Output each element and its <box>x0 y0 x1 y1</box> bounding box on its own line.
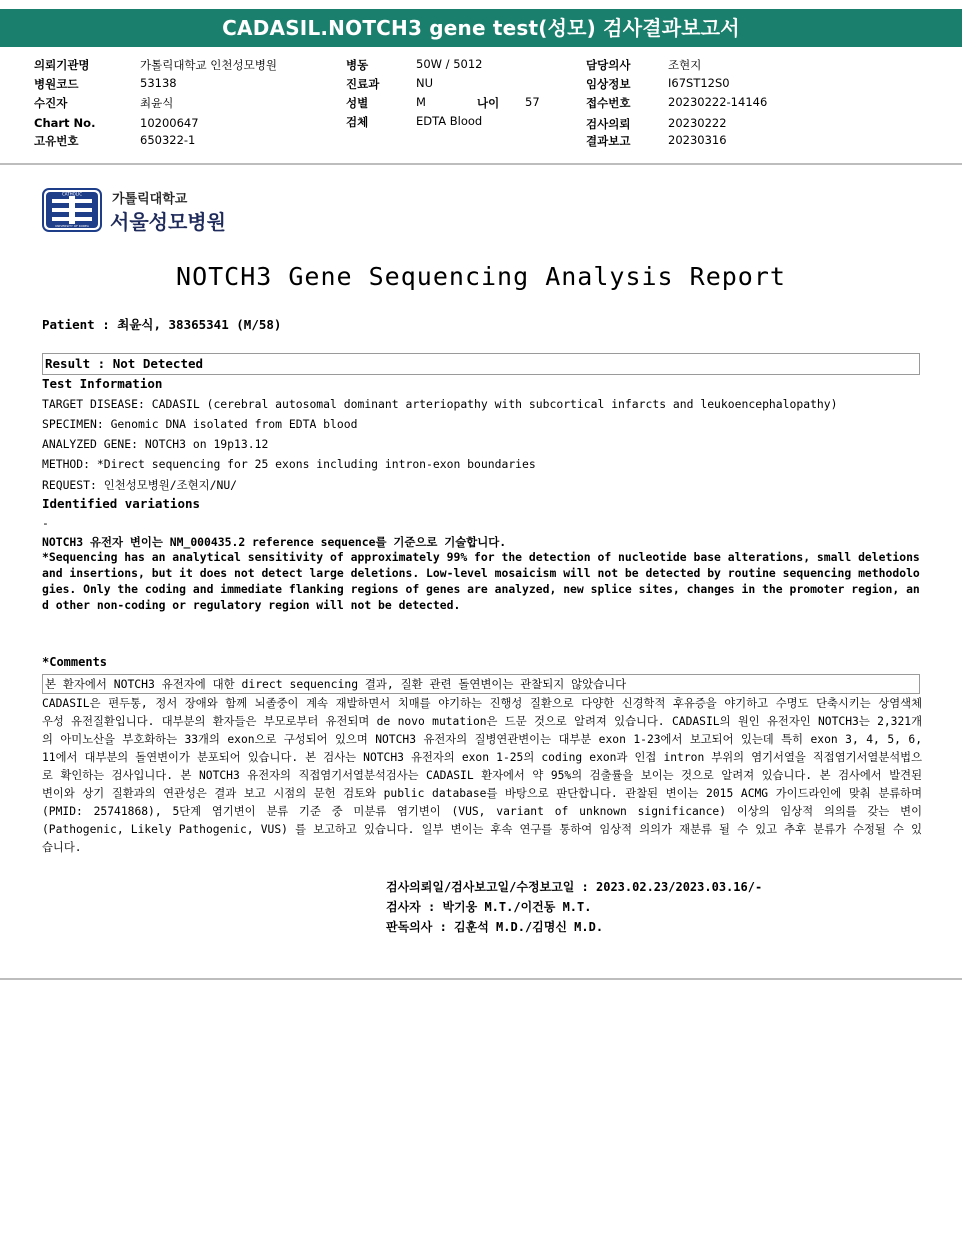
request-line: REQUEST: 인천성모병원/조현지/NU/ <box>42 478 238 492</box>
dates-line: 검사의뢰일/검사보고일/수정보고일 : 2023.02.23/2023.03.16/- <box>386 880 763 894</box>
patient-info-panel <box>0 55 962 155</box>
value-patient-name: 최윤식 <box>140 96 174 110</box>
emblem-text: CATHOLIC <box>61 191 83 197</box>
value-sex: M <box>416 95 426 109</box>
hospital-logo <box>40 186 240 236</box>
value-request-date: 20230222 <box>668 116 727 130</box>
identified-variations-heading: Identified variations <box>42 496 201 511</box>
result-box <box>42 353 920 375</box>
label-ward: 병동 <box>346 58 369 72</box>
label-physician: 담당의사 <box>586 58 631 72</box>
label-age: 나이 <box>477 96 500 110</box>
value-hospital-code: 53138 <box>140 76 177 90</box>
value-requesting-institution: 가톨릭대학교 인천성모병원 <box>140 58 277 72</box>
value-department: NU <box>416 76 434 90</box>
hospital-emblem-icon <box>42 188 102 232</box>
comments-heading: *Comments <box>42 655 108 669</box>
reader-line: 판독의사 : 김훈석 M.D./김명신 M.D. <box>386 920 604 934</box>
label-hospital-code: 병원코드 <box>34 77 79 91</box>
comments-summary-box <box>42 674 920 694</box>
label-accession-no: 접수번호 <box>586 96 631 110</box>
footer-divider <box>0 978 962 980</box>
sensitivity-note: *Sequencing has an analytical sensitivity of approximately 99% for the detection of nucleotide base alterations, small deletions and insertions, but it does not detect large deletions. Low-level mosaicism will not be detected by routine sequencing methodologies. Only the coding and immediate flanking regions of genes are analyzed, new splice sites, changes in the promoter region, and other non-coding or regulatory region will not be detected. <box>42 550 920 612</box>
label-report-date: 결과보고 <box>586 134 631 148</box>
identified-variations-value: - <box>42 516 49 530</box>
value-report-date: 20230316 <box>668 133 727 147</box>
header-title: CADASIL.NOTCH3 gene test(성모) 검사결과보고서 <box>222 16 740 40</box>
value-chart-no: 10200647 <box>140 116 199 130</box>
emblem-subtext: UNIVERSITY OF KOREA <box>54 224 90 228</box>
value-unique-id: 650322-1 <box>140 133 196 147</box>
label-requesting-institution: 의뢰기관명 <box>34 58 90 72</box>
label-request-date: 검사의뢰 <box>586 117 631 131</box>
value-physician: 조현지 <box>668 58 702 72</box>
method-line: METHOD: *Direct sequencing for 25 exons including intron-exon boundaries <box>42 457 536 471</box>
value-age: 57 <box>525 95 540 109</box>
report-title-bar <box>0 9 962 47</box>
logo-hospital-name: 서울성모병원 <box>110 210 226 234</box>
specimen-line: SPECIMEN: Genomic DNA isolated from EDTA blood <box>42 417 358 431</box>
value-specimen: EDTA Blood <box>416 114 483 128</box>
analyzed-gene: ANALYZED GENE: NOTCH3 on 19p13.12 <box>42 437 269 451</box>
value-ward: 50W / 5012 <box>416 57 483 71</box>
target-disease: TARGET DISEASE: CADASIL (cerebral autosomal dominant arteriopathy with subcortical infarcts and leukoencephalopathy) <box>42 397 838 411</box>
report-main-title: NOTCH3 Gene Sequencing Analysis Report <box>176 262 786 291</box>
label-sex: 성별 <box>346 96 369 110</box>
label-clinical-info: 임상정보 <box>586 77 631 91</box>
value-accession-no: 20230222-14146 <box>668 95 768 109</box>
value-clinical-info: I67ST12S0 <box>668 76 730 90</box>
header-divider <box>0 163 962 165</box>
patient-line: Patient : 최윤식, 38365341 (M/58) <box>42 317 282 332</box>
label-specimen: 검체 <box>346 115 369 129</box>
comments-body: CADASIL은 편두통, 정서 장애와 함께 뇌졸중이 계속 재발하면서 치매를 야기하는 진행성 질환으로 다양한 신경학적 후유증을 야기하고 수명도 단축시키는 상염색체 우성 유전질환입니다. 대부분의 환자들은 부모로부터 유전되며 de novo mutation은 드문 것으로 알려져 있습니다. CADASIL의 원인 유전자인 NOTCH3는 2,321개의 아미노산을 부호화하는 33개의 exon으로 구성되어 있으며 NOTCH3 유전자의 질병연관변이는 대부분 exon 1-23에서 보고되어 있는데 특히 exon 3, 4, 5, 6, 11에서 대부분의 돌연변이가 분포되어 있습니다. 본 검사는 NOTCH3 유전자의 exon 1-25의 coding exon과 인접 intron 부위의 염기서열을 직접염기서열분석법으로 확인하는 검사입니다. 본 NOTCH3 유전자의 직접염기서열분석검사는 CADASIL 환자에서 약 95%의 검출률을 보이는 것으로 알려져 있습니다. 본 검사에서 발견된 변이와 상기 질환과의 연관성은 결과 보고 시점의 문헌 검토와 public database를 바탕으로 판단합니다. 관찰된 변이는 2015 ACMG 가이드라인에 맞춰 분류하며 (PMID: 25741868), 5단계 염기변이 분류 기준 중 미분류 염기변이 (VUS, variant of unknown significance) 이상의 임상적 의의를 갖는 변이 (Pathogenic, Likely Pathogenic, VUS) 를 보고하고 있습니다. 일부 변이는 후속 연구를 통하여 임상적 의의가 재분류 될 수 있고 추후 분류가 수정될 수 있습니다. <box>42 697 922 854</box>
tester-line: 검사자 : 박기웅 M.T./이건동 M.T. <box>386 900 592 914</box>
reference-note: NOTCH3 유전자 변이는 NM_000435.2 reference sequence를 기준으로 기술합니다. <box>42 535 507 549</box>
test-info-heading: Test Information <box>42 376 163 391</box>
result-text: Result : Not Detected <box>45 356 204 371</box>
label-patient-name: 수진자 <box>34 96 68 110</box>
label-department: 진료과 <box>346 77 380 91</box>
label-unique-id: 고유번호 <box>34 134 79 148</box>
comments-summary: 본 환자에서 NOTCH3 유전자에 대한 direct sequencing 결과, 질환 관련 돌연변이는 관찰되지 않았습니다 <box>45 677 627 691</box>
logo-university-name: 가톨릭대학교 <box>112 192 188 207</box>
label-chart-no: Chart No. <box>34 116 96 130</box>
